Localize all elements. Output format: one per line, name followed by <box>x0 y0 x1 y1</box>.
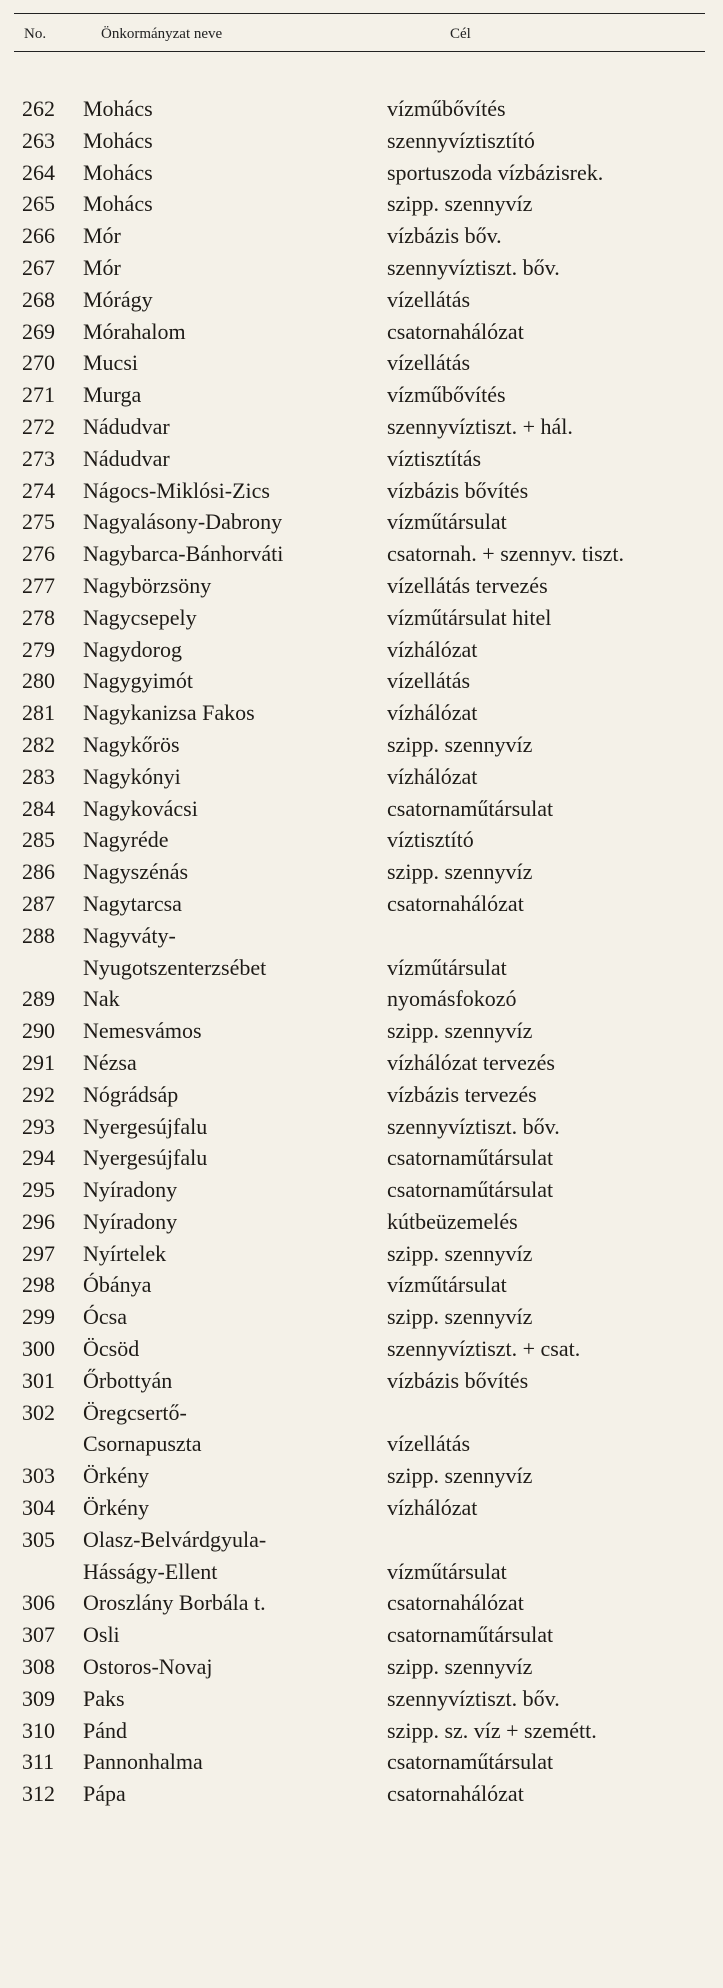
table-row <box>0 284 723 316</box>
municipality-name-line: Nádudvar <box>83 413 170 439</box>
purpose: vízellátás <box>387 350 471 376</box>
table-row <box>0 1746 723 1778</box>
row-number: 300 <box>22 1336 55 1362</box>
purpose: vízműtársulat hitel <box>387 604 552 630</box>
row-number: 296 <box>22 1208 55 1234</box>
purpose: vízhálózat <box>387 1495 478 1521</box>
row-number: 284 <box>22 795 55 821</box>
municipality-name <box>83 1778 403 1810</box>
municipality-table <box>0 93 723 1810</box>
table-row <box>0 443 723 475</box>
municipality-name <box>83 1047 403 1079</box>
purpose: vízműtársulat <box>387 954 507 980</box>
header-name: Önkormányzat neve <box>101 26 223 42</box>
municipality-name-line: Murga <box>83 382 142 408</box>
municipality-name-line: Olasz-Belvárdgyula- <box>83 1526 267 1552</box>
municipality-name-line: Őrbottyán <box>83 1367 173 1393</box>
purpose: szennyvíztiszt. + hál. <box>387 413 573 439</box>
row-number: 306 <box>22 1590 55 1616</box>
table-row <box>0 1269 723 1301</box>
municipality-name <box>83 856 403 888</box>
table-row <box>0 220 723 252</box>
municipality-name-line: Öregcsertő- <box>83 1399 187 1425</box>
purpose: szipp. szennyvíz <box>387 1240 533 1266</box>
municipality-name-line: Ócsa <box>83 1304 127 1330</box>
municipality-name-line: Mohács <box>83 191 153 217</box>
row-number: 269 <box>22 318 55 344</box>
purpose: vízműbővítés <box>387 382 506 408</box>
table-row <box>0 506 723 538</box>
municipality-name-line: Mór <box>83 254 121 280</box>
row-number: 288 <box>22 922 55 948</box>
table-row <box>0 252 723 284</box>
table-row <box>0 729 723 761</box>
municipality-name-line: Nagygyimót <box>83 668 193 694</box>
municipality-name-line: Nemesvámos <box>83 1018 202 1044</box>
municipality-name-line: Mucsi <box>83 350 138 376</box>
table-row <box>0 665 723 697</box>
municipality-name <box>83 888 403 920</box>
table-row <box>0 1142 723 1174</box>
table-row <box>0 1333 723 1365</box>
table-row <box>0 634 723 666</box>
table-row <box>0 125 723 157</box>
purpose: csatornaműtársulat <box>387 1622 554 1648</box>
table-row <box>0 475 723 507</box>
municipality-name <box>83 188 403 220</box>
municipality-name <box>83 443 403 475</box>
municipality-name <box>83 1238 403 1270</box>
municipality-name-line: Csornapuszta <box>83 1431 202 1457</box>
purpose: víztisztítás <box>387 445 482 471</box>
table-row <box>0 1206 723 1238</box>
municipality-name <box>83 1587 403 1619</box>
purpose: szipp. szennyvíz <box>387 1018 533 1044</box>
municipality-name-line: Pánd <box>83 1717 127 1743</box>
municipality-name <box>83 1683 403 1715</box>
municipality-name-line: Nyíradony <box>83 1208 178 1234</box>
row-number: 292 <box>22 1081 55 1107</box>
municipality-name <box>83 506 403 538</box>
purpose: szennyvíztiszt. bőv. <box>387 254 560 280</box>
municipality-name-line: Nézsa <box>83 1049 137 1075</box>
row-number: 293 <box>22 1113 55 1139</box>
row-number: 297 <box>22 1240 55 1266</box>
table-row <box>0 316 723 348</box>
table-row <box>0 1492 723 1524</box>
table-row <box>0 1047 723 1079</box>
municipality-name-line: Mórahalom <box>83 318 186 344</box>
municipality-name <box>83 125 403 157</box>
purpose: vízhálózat tervezés <box>387 1049 555 1075</box>
table-row <box>0 1460 723 1492</box>
purpose: csatornahálózat <box>387 890 524 916</box>
municipality-name-line: Nagykovácsi <box>83 795 198 821</box>
row-number: 304 <box>22 1495 55 1521</box>
row-number: 305 <box>22 1526 55 1552</box>
municipality-name-line: Osli <box>83 1622 120 1648</box>
row-number: 283 <box>22 763 55 789</box>
municipality-name-line: Ostoros-Novaj <box>83 1654 213 1680</box>
municipality-name-line: Nagytarcsa <box>83 890 182 916</box>
municipality-name <box>83 665 403 697</box>
table-row <box>0 920 723 984</box>
table-row <box>0 1683 723 1715</box>
table-row <box>0 1174 723 1206</box>
municipality-name <box>83 1746 403 1778</box>
municipality-name <box>83 1333 403 1365</box>
municipality-name <box>83 1715 403 1747</box>
row-number: 287 <box>22 890 55 916</box>
purpose: vízellátás tervezés <box>387 572 548 598</box>
row-number: 310 <box>22 1717 55 1743</box>
row-number: 303 <box>22 1463 55 1489</box>
purpose: csatornahálózat <box>387 1590 524 1616</box>
municipality-name-line: Nagyréde <box>83 827 169 853</box>
municipality-name <box>83 1206 403 1238</box>
purpose: csatornahálózat <box>387 318 524 344</box>
purpose: szipp. szennyvíz <box>387 191 533 217</box>
table-row <box>0 157 723 189</box>
municipality-name-line: Pannonhalma <box>83 1749 203 1775</box>
purpose: vízbázis tervezés <box>387 1081 537 1107</box>
municipality-name <box>83 729 403 761</box>
municipality-name <box>83 1365 403 1397</box>
municipality-name-line: Hásságy-Ellent <box>83 1558 218 1584</box>
municipality-name-line: Pápa <box>83 1781 126 1807</box>
municipality-name-line: Oroszlány Borbála t. <box>83 1590 266 1616</box>
municipality-name <box>83 1111 403 1143</box>
row-number: 295 <box>22 1177 55 1203</box>
row-number: 282 <box>22 731 55 757</box>
row-number: 311 <box>22 1749 55 1775</box>
municipality-name-line: Nyírtelek <box>83 1240 167 1266</box>
table-row <box>0 411 723 443</box>
row-number: 273 <box>22 445 55 471</box>
municipality-name-line: Nagydorog <box>83 636 182 662</box>
municipality-name <box>83 697 403 729</box>
purpose: kútbeüzemelés <box>387 1208 518 1234</box>
row-number: 266 <box>22 223 55 249</box>
table-row <box>0 1301 723 1333</box>
row-number: 271 <box>22 382 55 408</box>
row-number: 270 <box>22 350 55 376</box>
top-rule <box>14 13 705 14</box>
table-row <box>0 983 723 1015</box>
municipality-name-line: Mór <box>83 223 121 249</box>
purpose: szipp. szennyvíz <box>387 1463 533 1489</box>
row-number: 274 <box>22 477 55 503</box>
row-number: 275 <box>22 509 55 535</box>
purpose: szipp. szennyvíz <box>387 1304 533 1330</box>
purpose: szipp. szennyvíz <box>387 859 533 885</box>
purpose: csatornaműtársulat <box>387 795 554 821</box>
row-number: 291 <box>22 1049 55 1075</box>
table-row <box>0 1715 723 1747</box>
municipality-name-line: Örkény <box>83 1463 149 1489</box>
table-row <box>0 570 723 602</box>
municipality-name-line: Nagykőrös <box>83 731 180 757</box>
row-number: 307 <box>22 1622 55 1648</box>
municipality-name-line: Mohács <box>83 96 153 121</box>
municipality-name <box>83 252 403 284</box>
municipality-name-line: Nagybarca-Bánhorváti <box>83 541 284 567</box>
row-number: 308 <box>22 1654 55 1680</box>
municipality-name <box>83 220 403 252</box>
municipality-name-line: Örkény <box>83 1495 149 1521</box>
municipality-name <box>83 475 403 507</box>
header-cel: Cél <box>450 26 471 42</box>
municipality-name <box>83 1397 403 1461</box>
municipality-name <box>83 602 403 634</box>
municipality-name <box>83 1619 403 1651</box>
municipality-name <box>83 761 403 793</box>
purpose: szennyvíztisztító <box>387 127 535 153</box>
municipality-name <box>83 1301 403 1333</box>
row-number: 281 <box>22 700 55 726</box>
municipality-name <box>83 1269 403 1301</box>
municipality-name <box>83 1174 403 1206</box>
row-number: 301 <box>22 1367 55 1393</box>
row-number: 272 <box>22 413 55 439</box>
row-number: 294 <box>22 1145 55 1171</box>
municipality-name <box>83 1651 403 1683</box>
purpose: csatornaműtársulat <box>387 1145 554 1171</box>
row-number: 285 <box>22 827 55 853</box>
row-number: 280 <box>22 668 55 694</box>
table-row <box>0 1524 723 1588</box>
purpose: sportuszoda vízbázisrek. <box>387 159 604 185</box>
purpose: vízellátás <box>387 1431 471 1457</box>
purpose: nyomásfokozó <box>387 986 517 1012</box>
row-number: 263 <box>22 127 55 153</box>
purpose: vízhálózat <box>387 636 478 662</box>
header-rule <box>14 51 705 52</box>
table-row <box>0 1619 723 1651</box>
municipality-name-line: Öcsöd <box>83 1336 140 1362</box>
purpose: szipp. szennyvíz <box>387 1654 533 1680</box>
table-row <box>0 1365 723 1397</box>
table-row <box>0 1015 723 1047</box>
table-row <box>0 824 723 856</box>
municipality-name <box>83 1460 403 1492</box>
municipality-name <box>83 379 403 411</box>
table-row <box>0 379 723 411</box>
municipality-name-line: Mohács <box>83 159 153 185</box>
municipality-name <box>83 284 403 316</box>
row-number: 312 <box>22 1781 55 1807</box>
municipality-name <box>83 538 403 570</box>
municipality-name-line: Nádudvar <box>83 445 170 471</box>
purpose: vízműtársulat <box>387 1558 507 1584</box>
purpose: vízbázis bőv. <box>387 223 502 249</box>
purpose: szipp. sz. víz + szemétt. <box>387 1717 597 1743</box>
row-number: 276 <box>22 541 55 567</box>
table-row <box>0 1238 723 1270</box>
row-number: 302 <box>22 1399 55 1425</box>
municipality-name-line: Nagyszénás <box>83 859 189 885</box>
municipality-name <box>83 1492 403 1524</box>
municipality-name <box>83 411 403 443</box>
purpose: vízműtársulat <box>387 509 507 535</box>
municipality-name <box>83 1015 403 1047</box>
municipality-name <box>83 157 403 189</box>
municipality-name-line: Nyergesújfalu <box>83 1145 208 1171</box>
row-number: 286 <box>22 859 55 885</box>
municipality-name-line: Mohács <box>83 127 153 153</box>
row-number: 298 <box>22 1272 55 1298</box>
purpose: vízműtársulat <box>387 1272 507 1298</box>
table-row <box>0 347 723 379</box>
municipality-name <box>83 347 403 379</box>
table-row <box>0 602 723 634</box>
row-number: 262 <box>22 96 55 121</box>
municipality-name-line: Nagyváty- <box>83 922 176 948</box>
purpose: csatornaműtársulat <box>387 1177 554 1203</box>
table-row <box>0 188 723 220</box>
table-row <box>0 538 723 570</box>
row-number: 267 <box>22 254 55 280</box>
purpose: vízbázis bővítés <box>387 477 529 503</box>
municipality-name-line: Nógrádsáp <box>83 1081 179 1107</box>
municipality-name-line: Nak <box>83 986 120 1012</box>
row-number: 309 <box>22 1685 55 1711</box>
row-number: 277 <box>22 572 55 598</box>
purpose: vízműbővítés <box>387 96 506 121</box>
purpose: szennyvíztiszt. + csat. <box>387 1336 581 1362</box>
municipality-name <box>83 1079 403 1111</box>
table-row <box>0 93 723 125</box>
row-number: 299 <box>22 1304 55 1330</box>
municipality-name <box>83 570 403 602</box>
purpose: csatornahálózat <box>387 1781 524 1807</box>
purpose: csatornaműtársulat <box>387 1749 554 1775</box>
municipality-name-line: Óbánya <box>83 1272 152 1298</box>
municipality-name-line: Nágocs-Miklósi-Zics <box>83 477 270 503</box>
table-row <box>0 1397 723 1461</box>
row-number: 290 <box>22 1018 55 1044</box>
table-row <box>0 888 723 920</box>
municipality-name-line: Nyugotszenterzsébet <box>83 954 267 980</box>
table-row <box>0 761 723 793</box>
header-no: No. <box>24 26 47 42</box>
municipality-name-line: Nagybörzsöny <box>83 572 212 598</box>
table-row <box>0 1778 723 1810</box>
municipality-name-line: Nyíradony <box>83 1177 178 1203</box>
purpose: szipp. szennyvíz <box>387 731 533 757</box>
municipality-name <box>83 1524 403 1588</box>
municipality-name <box>83 824 403 856</box>
purpose: vízbázis bővítés <box>387 1367 529 1393</box>
table-row <box>0 1651 723 1683</box>
purpose: szennyvíztiszt. bőv. <box>387 1685 560 1711</box>
table-row <box>0 793 723 825</box>
table-row <box>0 697 723 729</box>
purpose: csatornah. + szennyv. tiszt. <box>387 541 625 567</box>
row-number: 279 <box>22 636 55 662</box>
row-number: 265 <box>22 191 55 217</box>
municipality-name <box>83 983 403 1015</box>
table-row <box>0 1111 723 1143</box>
municipality-name <box>83 316 403 348</box>
municipality-name <box>83 634 403 666</box>
purpose: vízhálózat <box>387 763 478 789</box>
row-number: 289 <box>22 986 55 1012</box>
table-row <box>0 856 723 888</box>
municipality-name <box>83 1142 403 1174</box>
municipality-name <box>83 93 403 125</box>
municipality-name-line: Mórágy <box>83 286 153 312</box>
municipality-name-line: Nagykónyi <box>83 763 181 789</box>
municipality-name <box>83 793 403 825</box>
row-number: 268 <box>22 286 55 312</box>
municipality-name-line: Nyergesújfalu <box>83 1113 208 1139</box>
municipality-name-line: Paks <box>83 1685 125 1711</box>
purpose: vízellátás <box>387 286 471 312</box>
row-number: 278 <box>22 604 55 630</box>
purpose: vízhálózat <box>387 700 478 726</box>
table-row <box>0 1079 723 1111</box>
purpose: szennyvíztiszt. bőv. <box>387 1113 560 1139</box>
purpose: víztisztító <box>387 827 474 853</box>
municipality-name-line: Nagycsepely <box>83 604 197 630</box>
table-row <box>0 1587 723 1619</box>
municipality-name-line: Nagyalásony-Dabrony <box>83 509 283 535</box>
municipality-name <box>83 920 403 984</box>
purpose: vízellátás <box>387 668 471 694</box>
municipality-name-line: Nagykanizsa Fakos <box>83 700 255 726</box>
row-number: 264 <box>22 159 55 185</box>
